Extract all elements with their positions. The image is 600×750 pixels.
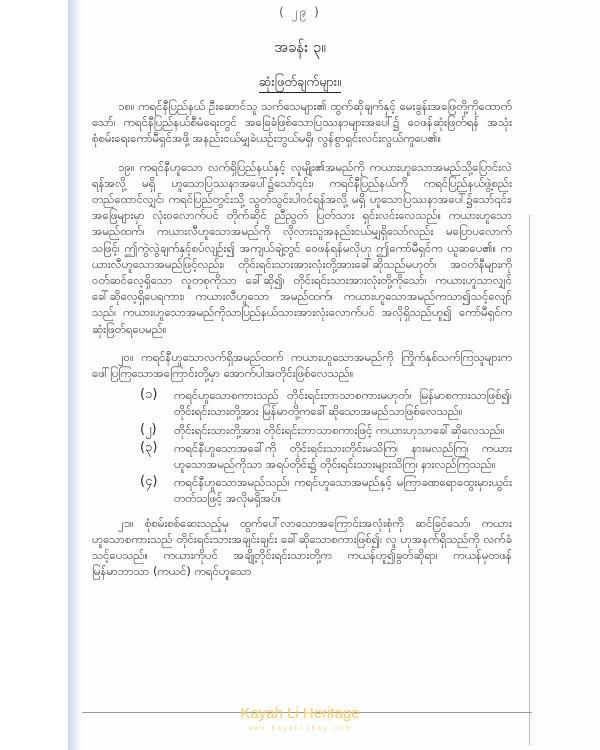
watermark-url: www.kayahlikay.com <box>248 724 352 732</box>
list-item-text: ကရင်နီဟူသောအမည်သည်၊ ကရင်ဟူသောအမည်နှင့် မကြာခဏရောထွေးမှားယွင်းတတ်သဖြင့် အလိုမရှိအပ်။ <box>174 475 512 506</box>
document-body <box>92 98 512 591</box>
list-item-number: (၁) <box>140 387 158 403</box>
page-number: ( ၂၉ ) <box>279 5 321 19</box>
list-item <box>140 387 512 419</box>
watermark <box>0 706 600 732</box>
list-item <box>140 474 512 506</box>
chapter-title: အခန်း ၃။ <box>274 38 326 56</box>
list-item-text: ကရင်ဟူသောစကားသည် တိုင်းရင်းဘာသာစကားမဟုတ်၊ မြန်မာစကားသာဖြစ်၍၊ တိုင်းရင်းသားတို့အား မြန်မာတို့ကခေါ်ဆိုသောအမည်သာဖြစ်လေသည်။ <box>174 388 512 419</box>
section-title <box>0 74 600 93</box>
reasons-list <box>92 387 512 506</box>
paragraph-18: ၁၈။ ကရင်နီပြည်နယ် ဦးဆောင်သူ သက်သေများ၏ ထွက်ဆိုချက်နှင့် မေးခွန်းအဖြေတို့ကိုထောက်သော်၊ ကရင်နီပြည်နယ်စီမံရေးတွင် အခြေခံဖြစ်သောပြဿနာများအပေါ်၌ ဝေဖန်ဆုံးဖြတ်ရန် အသုံးစုံစမ်းရေးကော်မီရှင်အဖို့ အနည်းငယ်မျှခဲယဉ်းဘွယ်မရှိ၊ လွန်စွာရှင်းလင်းလွယ်ကူပေ၏။ <box>92 99 512 146</box>
list-item-text: ကရင်နီဟူသောအခေါ်ကို တိုင်းရင်းသားတိုင်းမသိကြ၊ နားမလည်ကြ၊ ကယားဟူသောအမည်ကိုသာ အရပ်တိုင်း၌ တိုင်းရင်းသားများသိကြ၊ နားလည်ကြသည်။ <box>174 440 512 472</box>
paragraph-21: ၂၁။ စုံစမ်းစစ်ဆေးသည့်မှ ထွက်ပေါ်လာသောအကြောင်းအလုံးစုံကို ဆင်ခြင်သော်၊ ကယားဟူသောစကားသည် တိုင်းရင်းသားအချင်းချင်း ခေါ်ဆိုသောစကားဖြစ်၍၊ လူ ဟုအနက်ရှိသည်ကို လက်ခံသင့်ပေသည်။ ကယားကိုပင် အချို့တိုင်းရင်းသားတို့က ကယန်ဟူ၍ခွတ်ဆိုရာ၊ ကယန်မှတဖန် မြန်မာဘာသာ (ကယင်) ကရင်ဟူသော <box>92 515 512 579</box>
section-title-text: ဆုံးဖြတ်ချက်များ။ <box>259 75 341 93</box>
list-item <box>140 440 512 472</box>
list-item-number: (၄) <box>140 474 158 490</box>
list-item-number: (၂) <box>140 421 157 437</box>
paragraph-19: ၁၉။ ကရင်နီဟူသော လက်ရှိပြည်နယ်နှင့် လူမျိုး၏အမည်ကို ကယားဟူသောအမည်သို့ပြောင်းလဲရန်အလို့ မရှိ ဟူသောပြဿနာအပေါ်၌သော်၎င်း၊ ကရင်နီပြည်နယ်ကို ကရင်ပြည်နယ်ဖွဲ့စည်းတည်ထောင်လျှင်၊ ကရင်ပြည်တွင်းသို့ သွတ်သွင်းပါဝင်ရန်အလို့ မရှိ ဟူသောပြဿနာအပေါ်၌သော်၎င်း၊ အဖြေများမှာ လုံးဝလောက်ပင် တိုက်ဆိုင် ညီညွတ် ပြတ်သား ရှင်းလင်းလေသည်။ ကယားဟူသောအမည်ထက်၊ ကယားလီဟူသောအမည်ကို လိုလားသူအနည်းငယ်မျှရှိသော်လည်း မပြောပလောက်သဖြင့်၊ ဤကွဲလွဲချက်နှင့်စပ်လျဉ်း၍ အကျယ်ချဲ့တွင် ဝေဖန်ရန်မလိုဟု ဤကော်မီရှင်က ယူဆပေ၏။ ကယားလီဟူသောအမည်ဖြင့်လည်း၊ တိုင်းရင်းသားအားလုံးတို့အားခေါ်ဆိုသည်မဟုတ်၊ အဝတ်နီများကို ဝတ်ဆင်လေ့ရှိသော လူတစုကိုသာ ခေါ်ဆို၍၊ တိုင်းရင်းသားအားလုံးတို့ကိုသော်၊ ကယားဟူသာလျှင် ခေါ်ဆိုလေ့ရှိပေရကား၊ ကယားလီဟူသော အမည်ထက်၊ ကယားဟူသောအမည်ကသာ၍သင့်လျော်သည်၊ ကယားဟူသောအမည်ကိုသာပြည်နယ်သားအားလုံးလောက်ပင် အလိုရှိသည်ဟူ၍ ကော်မီရှင်ကဆုံးဖြတ်ရပေမည်။ <box>92 159 512 336</box>
list-item-text: တိုင်းရင်းသားတို့အား၊ တိုင်းရင်းဘာသာစကားဖြင့် ကယားဟုသာခေါ်ဆိုလေသည်။ <box>174 422 505 437</box>
list-item-number: (၃) <box>140 439 158 455</box>
page-binding-shadow <box>68 0 82 750</box>
list-item <box>140 422 512 438</box>
page-edge-line <box>529 215 530 745</box>
watermark-title: Kayah Li Heritage <box>240 705 360 722</box>
paragraph-20: ၂၀။ ကရင်နီဟူသောလက်ရှိအမည်ထက် ကယားဟူသောအမည်ကို ကြိုက်နှစ်သက်ကြသူများက ဖေါ်ပြကြသောအကြောင်းတို့မှာ အောက်ပါအတိုင်းဖြစ်လေသည်။ <box>92 349 512 381</box>
